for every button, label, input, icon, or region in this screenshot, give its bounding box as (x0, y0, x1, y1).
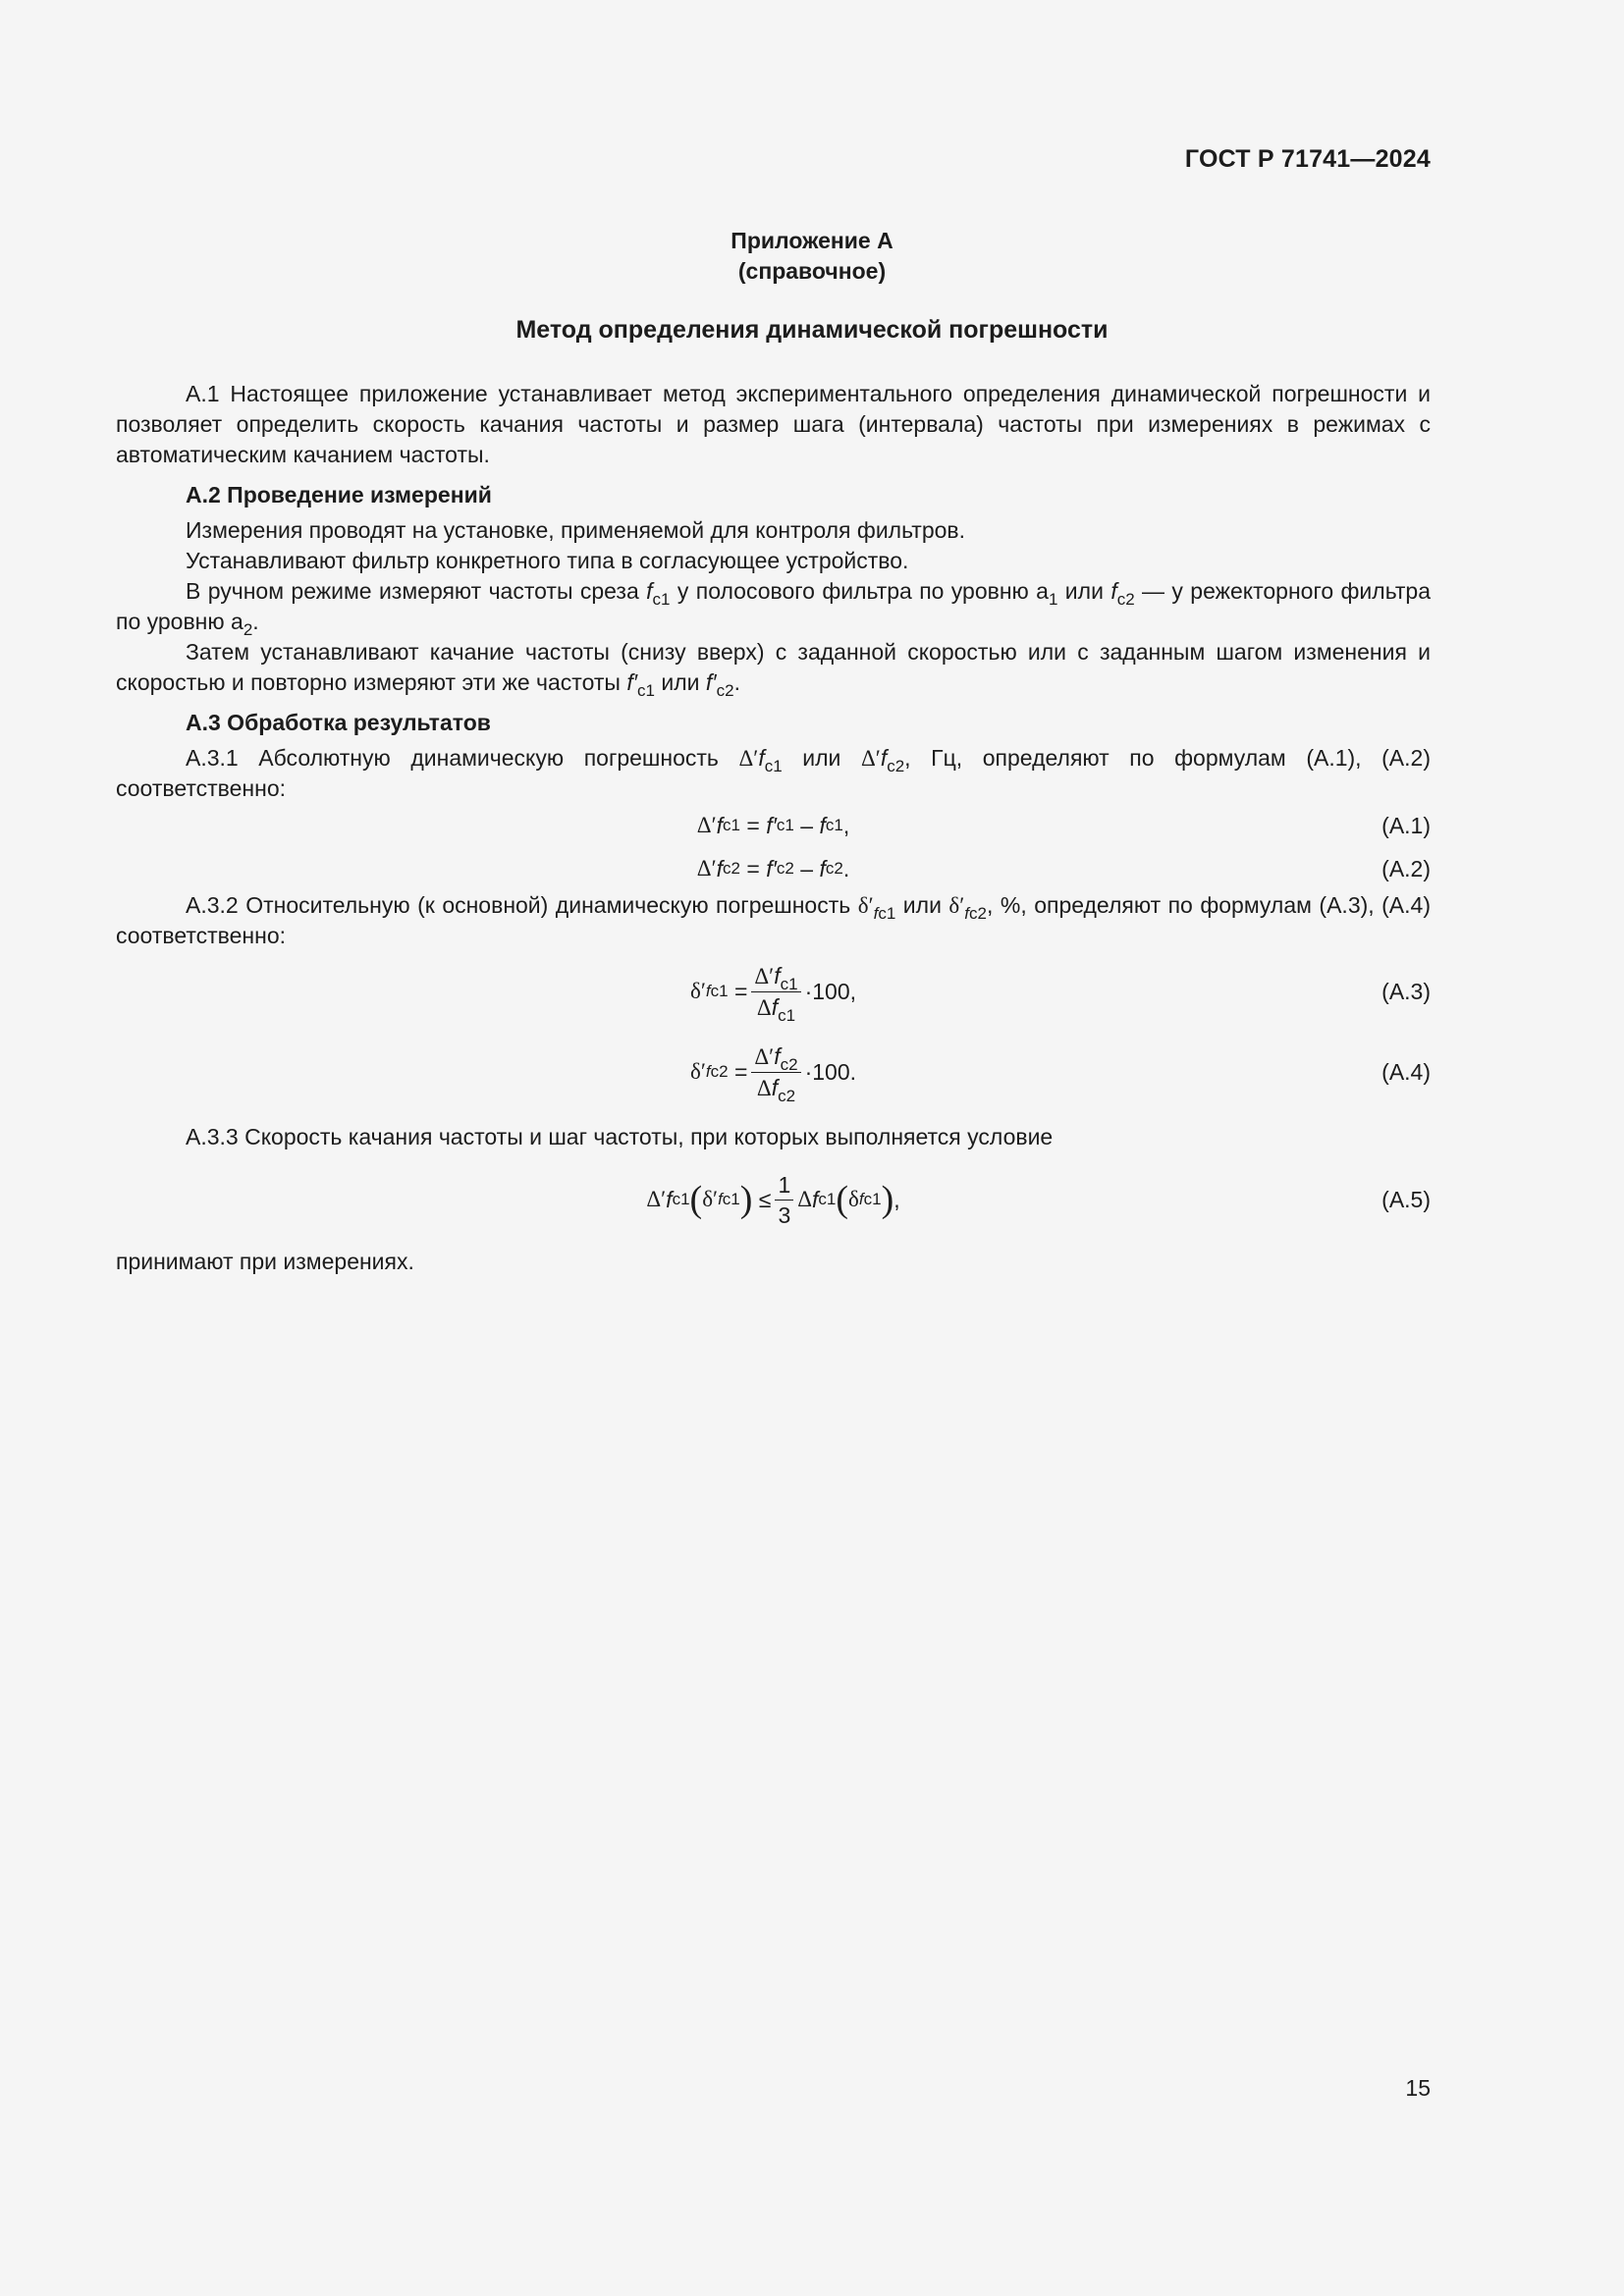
fraction: $\frac{1}{3}$ (775, 1170, 793, 1230)
annex-status: (справочное) (737, 258, 887, 284)
text-fragment: А.3.2 Относительную (к основной) динамическую погрешность (186, 892, 858, 918)
formula-a2 (116, 847, 1431, 890)
text-fragment: или (895, 892, 949, 918)
formula-a3 (116, 951, 1431, 1032)
paragraph-a1: А.1 Настоящее приложение устанавливает метод экспериментального определения динамической погрешности и позволяет определить скорость качания частоты и размер шага (интервала) частоты при измерениях в режимах с автоматическим качанием частоты. (116, 381, 1431, 467)
text-fragment: , %, определяют по формулам (А.3), (А.4) соответственно: (116, 892, 1431, 948)
paragraph-a2-1: Измерения проводят на установке, применяемой для контроля фильтров. (186, 517, 966, 543)
text-fragment: Затем устанавливают качание частоты (снизу вверх) с заданной скоростью или с заданным шагом изменения и скоростью и повторно измеряют эти же частоты (116, 639, 1431, 695)
formula-number: (А.4) (1381, 1059, 1431, 1085)
text-fragment: или (1057, 578, 1111, 604)
multiplier: 100 (812, 1059, 850, 1085)
text-fragment: А.3.1 Абсолютную динамическую погрешность (186, 745, 739, 771)
formula-a1-expression: Δ′ f c1 = f′ c1 – f c1 , (696, 813, 850, 838)
formula-a3-expression: δ′ fc1 = $\frac{\Delta'f_{c1}}{\Delta f_{c1}}$ · 100 , (116, 951, 1431, 1032)
formula-a4-expression: δ′ fc2 = $\frac{\Delta'f_{c2}}{\Delta f_{c2}}$ · 100 . (116, 1032, 1431, 1112)
formula-a2-expression: Δ′ f c2 = f′ c2 – f c2 . (696, 856, 850, 881)
formula-number: (А.5) (1381, 1187, 1431, 1212)
formula-a5-expression: Δ′ f c1 ( δ′ fc1 ) ≤ $\frac{1}{3}$ Δ f c1 ( δ fc1 ) , (646, 1171, 900, 1228)
paragraph-a3-1: А.3.1 Абсолютную динамическую погрешность $\Delta'f_{c1}$ или $\Delta'f_{c2}$, Гц, определяют по формулам (А.1), (А.2) соответственно: (116, 745, 1431, 801)
paragraph-a3-2: А.3.2 Относительную (к основной) динамическую погрешность $\delta'_{fc1}$ или $\delta'_{fc2}$, %, определяют по формулам (А.3), (А.4) соответственно: (116, 892, 1431, 948)
page-number: 15 (1405, 2075, 1431, 2101)
text-fragment: или (654, 669, 706, 695)
symbol-fc2: f (1110, 578, 1117, 604)
formula-number: (А.3) (1381, 979, 1431, 1004)
annex-heading (0, 226, 1624, 287)
annex-title: Приложение А (731, 228, 893, 253)
multiplier: 100 (812, 979, 850, 1004)
paragraph-a2-3: В ручном режиме измеряют частоты среза $f_{c1}$ у полосового фильтра по уровню $a_1$ или $f_{c2}$ — у режекторного фильтра по уровню $a_2$. (116, 578, 1432, 639)
text-fragment: — у режекторного фильтра по уровню a (116, 578, 1432, 634)
document-body (116, 379, 1431, 1277)
fraction: $\frac{\Delta'f_{c2}}{\Delta f_{c2}}$ (751, 1041, 800, 1103)
symbol-f-prime-c1: f′ (626, 669, 638, 695)
fraction: $\frac{\Delta'f_{c1}}{\Delta f_{c1}}$ (751, 961, 800, 1023)
paragraph-a2-2: Устанавливают фильтр конкретного типа в согласующее устройство. (186, 548, 909, 573)
text-fragment: у полосового фильтра по уровню a (670, 578, 1049, 604)
paragraph-a3-3: А.3.3 Скорость качания частоты и шаг частоты, при которых выполняется условие (186, 1124, 1054, 1149)
text-fragment: В ручном режиме измеряют частоты среза (186, 578, 647, 604)
formula-a1 (116, 804, 1431, 847)
heading-a3: А.3 Обработка результатов (186, 710, 491, 735)
formula-number: (А.1) (1381, 813, 1431, 838)
symbol-f-prime-c2: f′ (705, 669, 717, 695)
paragraph-a2-4: Затем устанавливают качание частоты (снизу вверх) с заданной скоростью или с заданным шагом изменения и скоростью и повторно измеряют эти же частоты $f'_{c1}$ или $f'_{c2}$. (116, 639, 1431, 700)
standard-code: ГОСТ Р 71741—2024 (1184, 145, 1431, 173)
formula-number: (А.2) (1381, 856, 1431, 881)
text-fragment: или (782, 745, 861, 771)
text-fragment: , Гц, определяют по формулам (А.1), (А.2) соответственно: (116, 745, 1431, 801)
symbol-fc1: f (646, 578, 653, 604)
document-title: Метод определения динамической погрешности (515, 316, 1109, 344)
formula-a4 (116, 1032, 1431, 1112)
paragraph-closing: принимают при измерениях. (116, 1249, 414, 1274)
heading-a2: А.2 Проведение измерений (186, 482, 492, 507)
formula-a5 (116, 1152, 1431, 1247)
